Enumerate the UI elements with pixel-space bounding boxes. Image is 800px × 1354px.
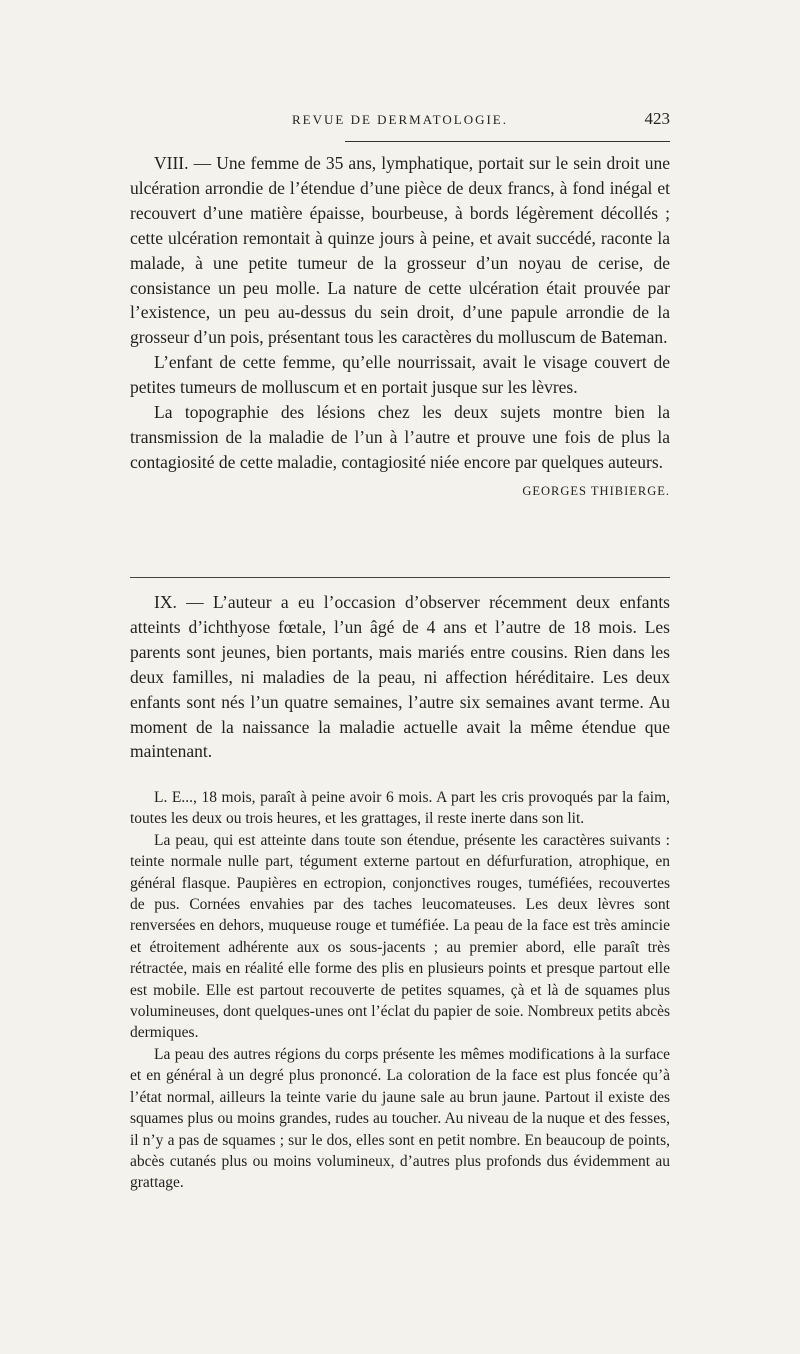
paragraph (130, 400, 670, 498)
paragraph-text: La topographie des lésions chez les deux sujets montre bien la transmission de la maladie de l’un à l’autre et prouve une fois de plus la contagiosité de cette maladie, contagiosité niée encore par quelques auteurs. (130, 402, 670, 472)
paragraph: IX. — L’auteur a eu l’occasion d’observer récemment deux enfants atteints d’ichthyose fœtale, l’un âgé de 4 ans et l’autre de 18 mois. Les parents sont jeunes, bien portants, mais mariés entre cousins. Rien dans les deux familles, ni maladies de la peau, ni affection héréditaire. Les deux enfants sont nés l’un quatre semaines, l’autre six semaines avant terme. Au moment de la naissance la maladie actuelle avait la même étendue que maintenant. (130, 592, 670, 762)
paragraph: L. E..., 18 mois, paraît à peine avoir 6 mois. A part les cris provoqués par la faim, toutes les deux ou trois heures, et les grattages, il reste inerte dans son lit. (130, 789, 670, 828)
paragraph: VIII. — Une femme de 35 ans, lymphatique, portait sur le sein droit une ulcération arrondie de l’étendue d’une pièce de deux francs, à fond inégal et recouvert d’une matière épaisse, bourbeuse, à bords légèrement décollés ; cette ulcération remontait à quinze jours à peine, et avait succédé, raconte la malade, à une petite tumeur de la grosseur d’un noyau de cerise, de consistance un peu molle. La nature de cette ulcération était prouvée par l’existence, un peu au-dessus du sein droit, d’une papule arrondie de la grosseur d’un pois, présentant tous les caractères du molluscum de Bateman. (130, 153, 670, 348)
page-number: 423 (644, 109, 670, 128)
running-head: REVUE DE DERMATOLOGIE. (292, 112, 508, 127)
section-viii (130, 151, 670, 504)
paragraph: La peau, qui est atteinte dans toute son étendue, présente les caractères suivants : teinte normale nulle part, tégument externe partout en défurfuration, atrophique, en général flasque. Paupières en ectropion, conjonctives rouges, tuméfiées, recouvertes de pus. Cornées envahies par des taches leucomateuses. Les deux lèvres sont renversées en dehors, muqueuse rouge et tuméfiée. La peau de la face est très amincie et étroitement adhérente aux os sous-jacents ; au premier abord, elle paraît très rétractée, mais en réalité elle forme des plis en plusieurs points et presque partout elle est mobile. Elle est partout recouverte de petites squames, çà et là de squames plus volumineuses, dont quelques-unes ont l’éclat du papier de soie. Nombreux petits abcès dermiques. (130, 831, 670, 1042)
paragraph: La peau des autres régions du corps présente les mêmes modifications à la surface et en général à un degré plus prononcé. La coloration de la face est plus foncée qu’à l’état normal, ailleurs la teinte varie du jaune sale au brun jaune. Partout il existe des squames plus ou moins grandes, rudes au toucher. Au niveau de la nuque et des fesses, il n’y a pas de squames ; sur le dos, elles sont en petit nombre. En beaucoup de points, abcès cutanés plus ou moins volumineux, d’autres plus profonds dus évidemment au grattage. (130, 1045, 670, 1192)
page-header (130, 109, 670, 134)
observation-section (130, 787, 670, 1194)
section-ix (130, 590, 670, 764)
header-rule (345, 141, 670, 142)
paragraph: L’enfant de cette femme, qu’elle nourrissait, avait le visage couvert de petites tumeurs de molluscum et en portait jusque sur les lèvres. (130, 352, 670, 398)
author-signature: GEORGES THIBIERGE. (522, 483, 670, 498)
section-divider (130, 577, 670, 578)
